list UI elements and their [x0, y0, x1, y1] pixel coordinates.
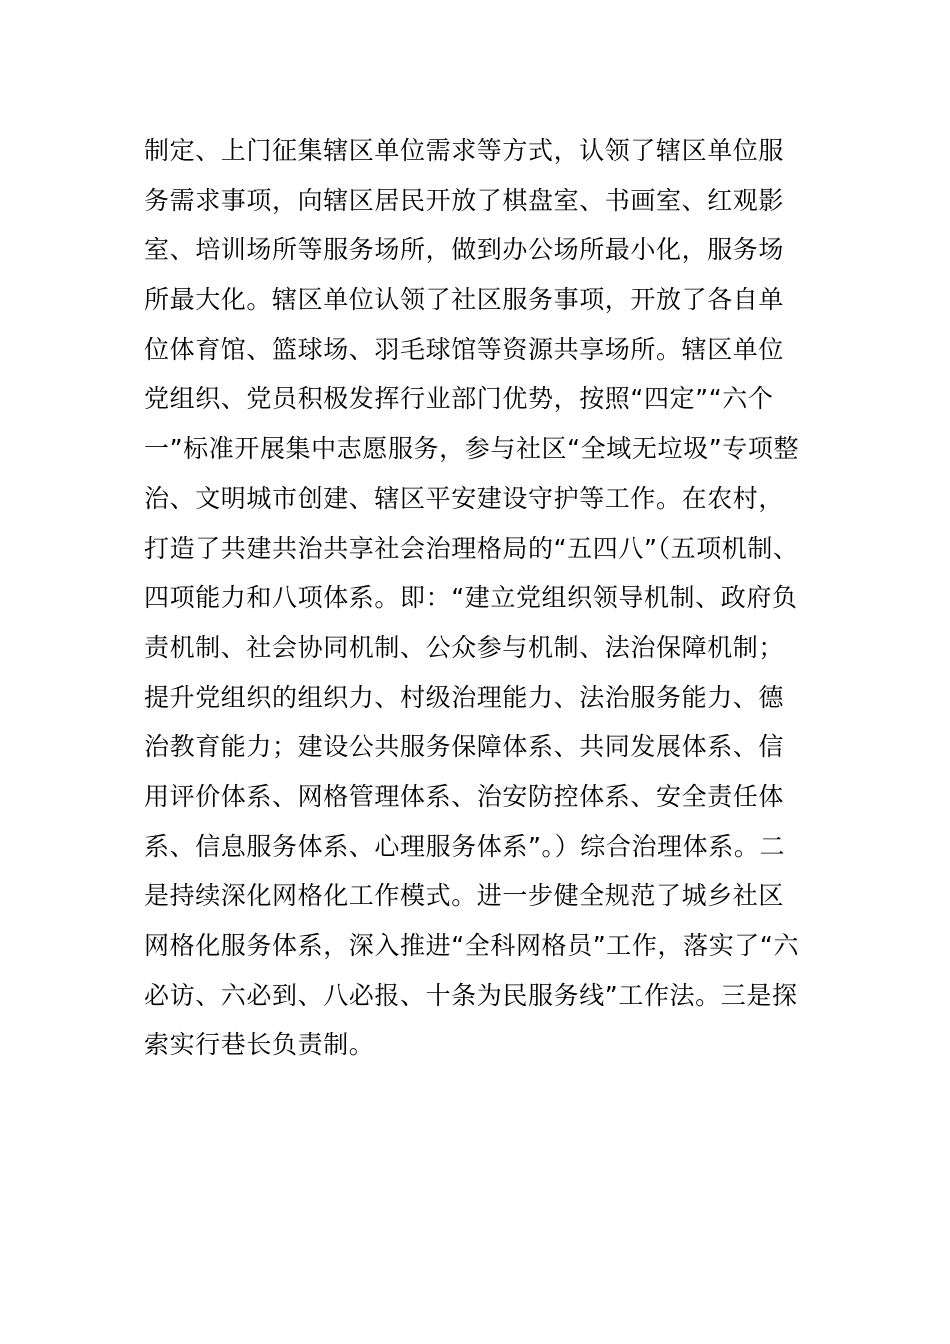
text-line: 提升党组织的组织力、村级治理能力、法治服务能力、德 [144, 682, 785, 712]
text-line: 系、信息服务体系、心理服务体系”。）综合治理体系。二 [144, 831, 786, 861]
text-line: 索实行巷长负责制。 [144, 1030, 375, 1060]
text-line: 必访、六必到、八必报、十条为民服务线”工作法。三是探 [144, 980, 798, 1010]
text-line: 位体育馆、篮球场、羽毛球馆等资源共享场所。辖区单位 [144, 334, 785, 364]
text-line: 责机制、社会协同机制、公众参与机制、法治保障机制； [144, 632, 785, 662]
text-line: 治、文明城市创建、辖区平安建设守护等工作。在农村， [144, 483, 785, 513]
body-paragraph [144, 126, 824, 1070]
text-line: 四项能力和八项体系。即：“建立党组织领导机制、政府负 [144, 583, 798, 613]
text-line: 所最大化。辖区单位认领了社区服务事项，开放了各自单 [144, 285, 785, 315]
text-line: 党组织、党员积极发挥行业部门优势，按照“四定”“六个 [144, 384, 774, 414]
text-line: 用评价体系、网格管理体系、治安防控体系、安全责任体 [144, 781, 785, 811]
text-line: 一”标准开展集中志愿服务，参与社区“全域无垃圾”专项整 [144, 434, 800, 464]
text-line: 室、培训场所等服务场所，做到办公场所最小化，服务场 [144, 235, 785, 265]
text-line: 务需求事项，向辖区居民开放了棋盘室、书画室、红观影 [144, 185, 785, 215]
text-line: 打造了共建共治共享社会治理格局的“五四八”（五项机制、 [144, 533, 799, 563]
text-line: 网格化服务体系，深入推进“全科网格员”工作，落实了“六 [144, 931, 800, 960]
text-line: 制定、上门征集辖区单位需求等方式，认领了辖区单位服 [144, 136, 785, 165]
text-line: 治教育能力；建设公共服务保障体系、共同发展体系、信 [144, 732, 785, 762]
text-line: 是持续深化网格化工作模式。进一步健全规范了城乡社区 [144, 881, 785, 911]
